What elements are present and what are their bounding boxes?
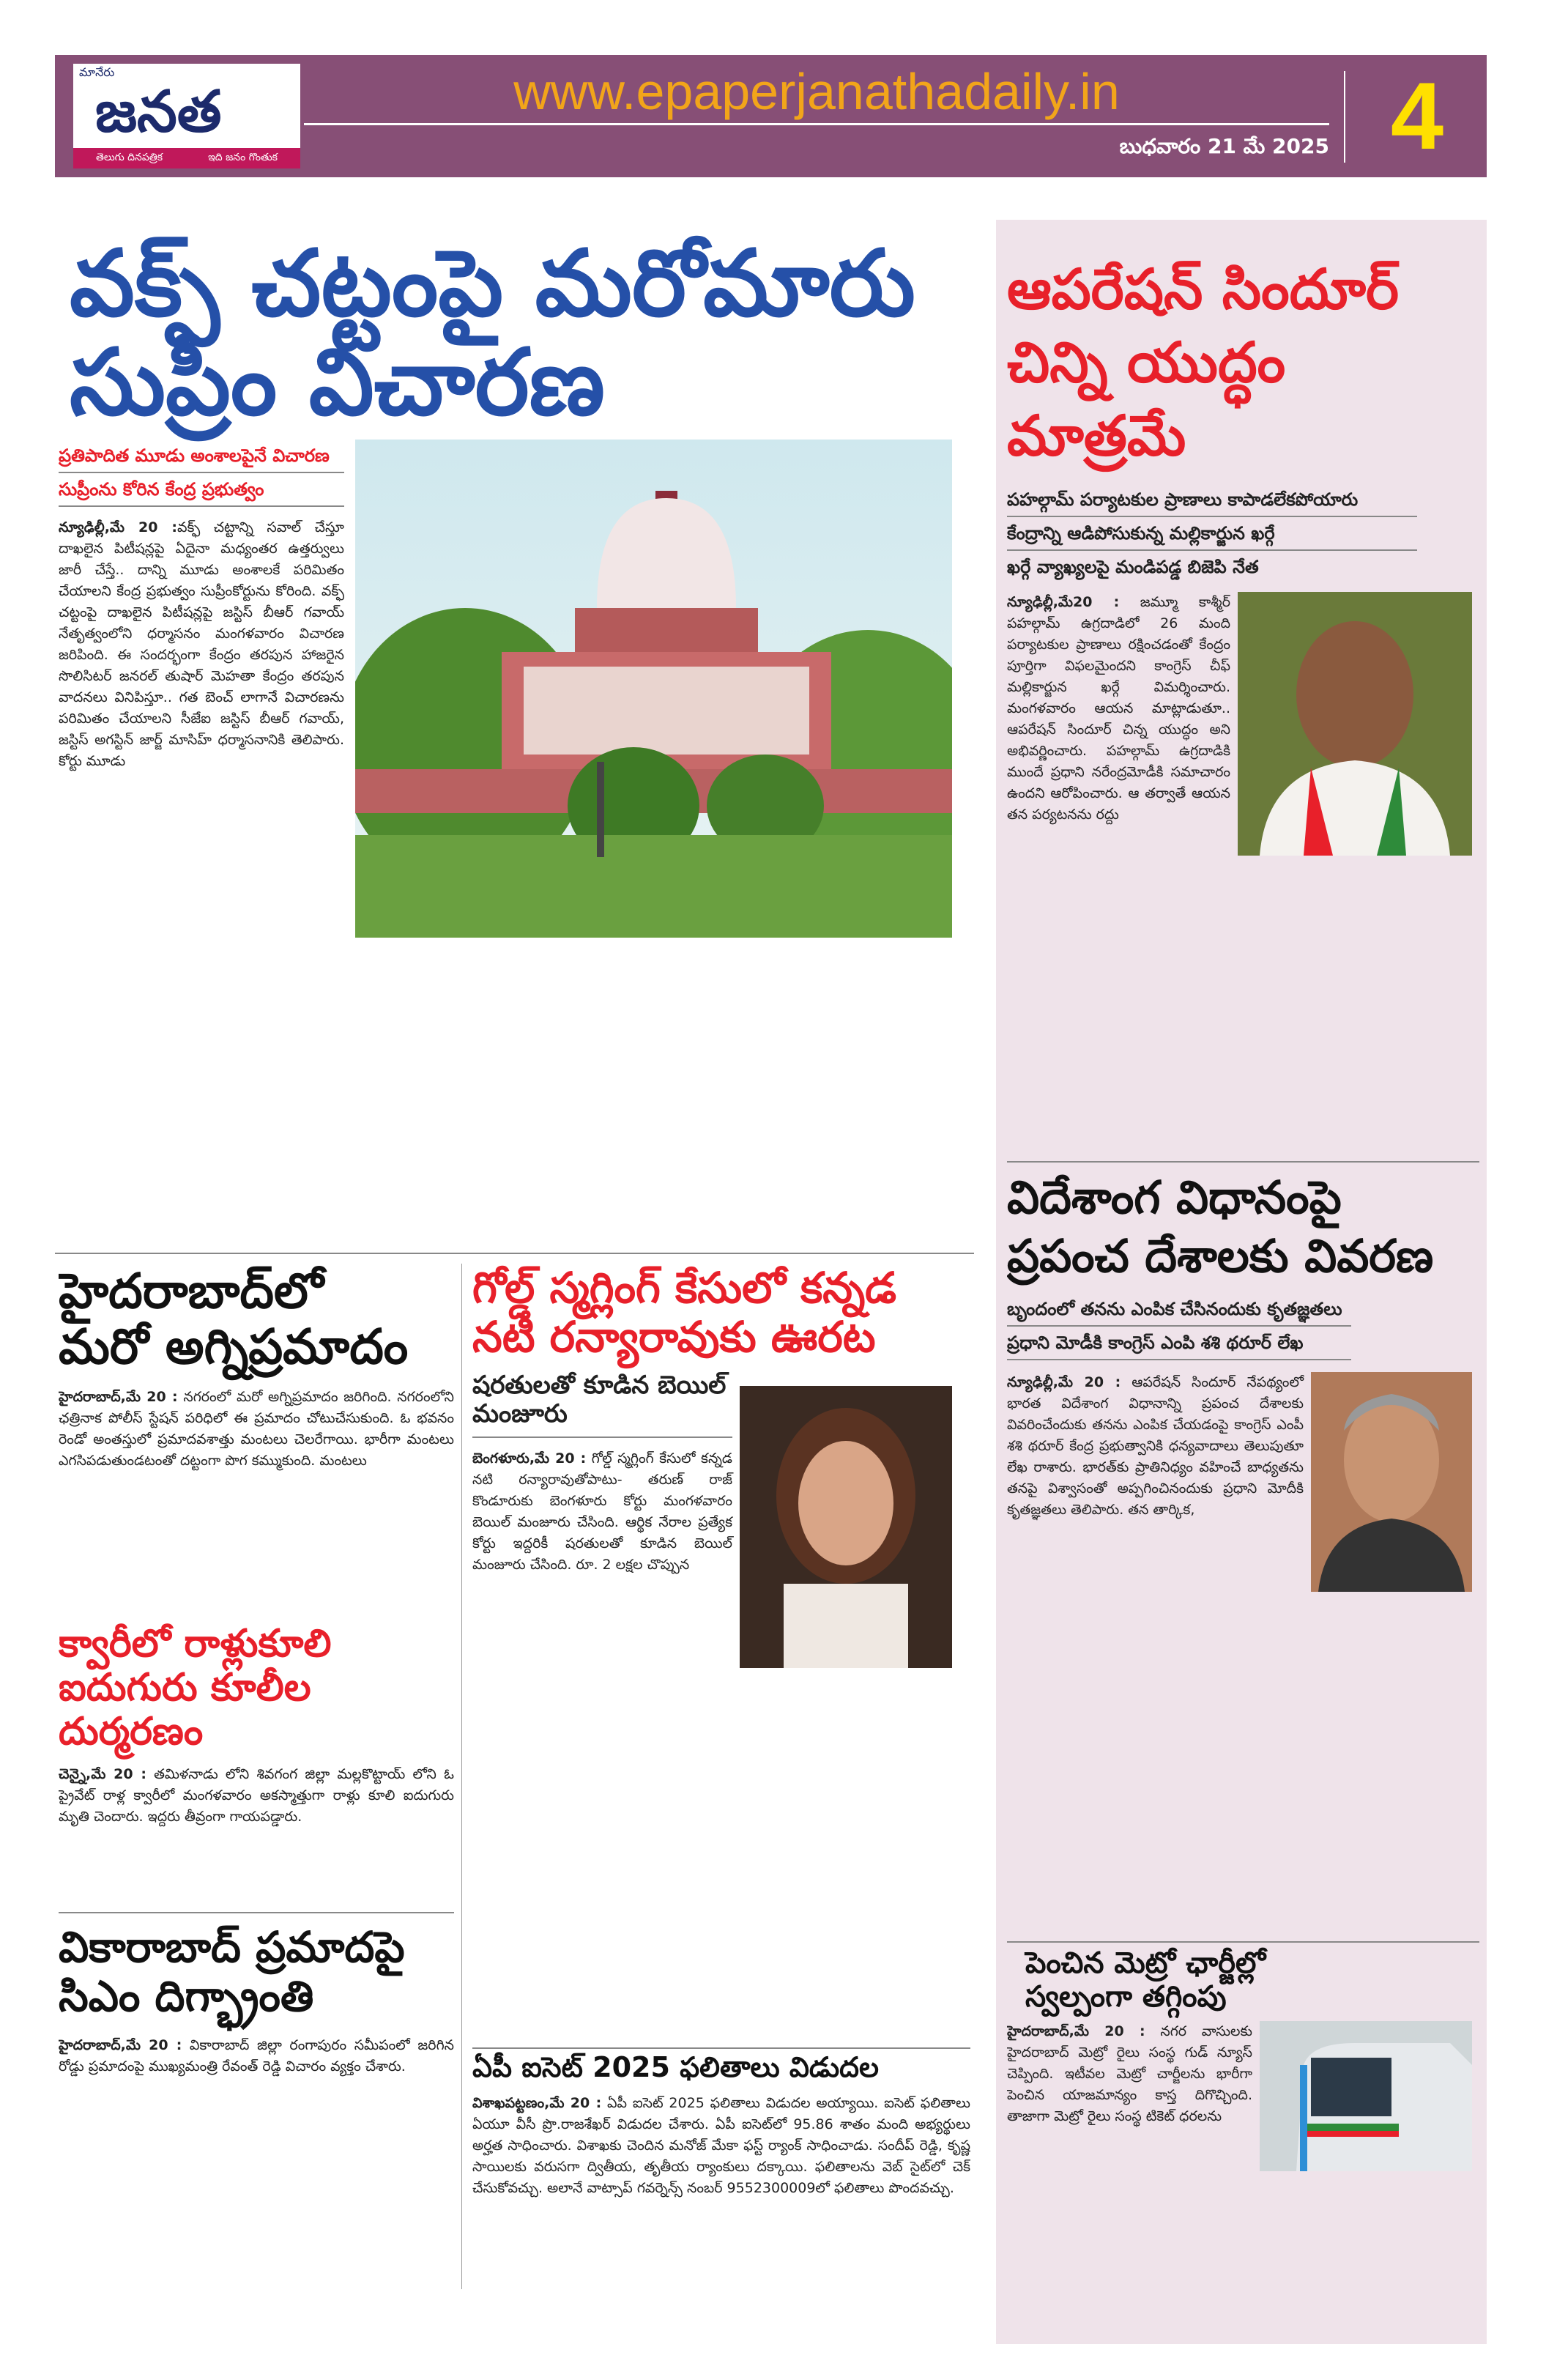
metro-train-image [1260,2021,1472,2171]
gold-body [472,1448,732,1576]
dateline: న్యూఢిల్లీ,మే20 : [1007,594,1120,610]
headline-line: గోల్డ్ స్మగ్లింగ్ కేసులో కన్నడ [472,1264,897,1313]
logo [73,64,300,168]
ecet-headline: ఏపీ ఐసెట్ 2025 ఫలితాలు విడుదల [472,2051,879,2083]
gold-story [472,1264,970,2047]
quarry-body [59,1764,454,1828]
supreme-court-image [355,440,952,938]
vikarabad-headline [59,1923,454,2020]
tharoor-image [1311,1372,1472,1592]
article-text: వక్ఫ్ చట్టాన్ని సవాల్ చేస్తూ దాఖలైన పిటీషన్లపై ఏదైనా మధ్యంతర ఉత్తర్వులు జారీ చేస్తే.. దాన్ని మూడు అంశాలకే పరిమితం చేయాలని కేంద్ర ప్రభుత్వం సుప్రీంకోర్టును కోరింది. వక్ఫ్ చట్టంపై దాఖలైన పిటీషన్లపై జస్టిస్ బీఆర్ గవాయ్ నేతృత్వంలోని ధర్మాసనం మంగళవారం విచారణ జరిపింది. ఈ సందర్భంగా కేంద్రం తరపున హాజరైన సొలిసిటర్ జనరల్ తుషార్ మెహతా కేంద్రం తరపున వాదనలు వినిపిస్తూ.. గత బెంచ్ లాగానే విచారణను పరిమితం చేయాలని సీజేఐ జస్టిస్ బీఆర్ గవాయ్, జస్టిస్ అగస్టిన్ జార్జ్ మాసిహ్ ధర్మాసనానికి తెలిపారు. కోర్టు మూడు [59,519,344,769]
dateline: హైదరాబాద్,మే 20 : [59,1388,178,1405]
quarry-headline [59,1623,454,1754]
kharge-photo [1238,592,1472,856]
subhead: కేంద్రాన్ని ఆడిపోసుకున్న మల్లికార్జున ఖర్గే [1007,517,1417,551]
headline-line: ఆపరేషన్ సిందూర్ [1007,256,1400,322]
logo-tagline [73,148,300,168]
article-text: నగరంలో మరో అగ్నిప్రమాదం జరిగింది. నగరంలోని ఛత్రినాక పోలీస్ స్టేషన్ పరిధిలో ఈ ప్రమాదం చోటుచేసుకుంది. ఓ భవనం రెండో అంతస్తులో ప్రమాదవశాత్తు మంటలు చెలరేగాయి. భారీగా మంటలు ఎగసిపడుతుండటంతో దట్టంగా పొగ కమ్ముకుంది. మంటలు [59,1388,454,1469]
article-text: గోల్డ్ స్మగ్లింగ్ కేసులో కన్నడ నటి రన్యారావుతోపాటు- తరుణ్ రాజ్ కొండూరుకు బెంగళూరు కోర్టు మంగళవారం బెయిల్ మంజూరు చేసింది. ఆర్థిక నేరాల ప్రత్యేక కోర్టు ఇద్దరికీ షరతులతో కూడిన బెయిల్ మంజూరు చేసింది. రూ. 2 లక్షల చొప్పున [472,1450,732,1573]
headline-line: ఐదుగురు కూలీల దుర్మరణం [59,1665,311,1754]
tag-right: ఇది జనం గొంతుక [208,151,278,163]
lead-body [59,517,344,772]
actress-photo [740,1386,952,1668]
dateline: విశాఖపట్టణం,మే 20 : [472,2094,602,2111]
divider [304,123,1329,125]
website-url[interactable]: www.epaperjanathadaily.in [513,63,1120,120]
article-text: ఏపీ ఐసెట్ 2025 ఫలితాలు విడుదల అయ్యాయి. ఐసెట్ ఫలితాలు ఏయూ వీసీ ప్రొ.రాజశేఖర్ విడుదల చేశారు. ఏపీ ఐసెట్‌లో 95.86 శాతం మంది అభ్యర్థులు అర్హత సాధించారు. విశాఖకు చెందిన మనోజ్ మేకా ఫస్ట్ ర్యాంక్ సాధించాడు. సందీప్ రెడ్డి, కృష్ణ సాయిలకు వరుసగా ద్వితీయ, తృతీయ ర్యాంకులు దక్కాయి. ఫలితాలను వెబ్ సైట్‌లో చెక్ చేసుకోవచ్చు. అలానే వాట్సాప్ గవర్నెన్స్ నంబర్ 9552300009లో ఫలితాలు పొందవచ్చు. [472,2094,970,2196]
headline-line: క్వారీలో రాళ్లుకూలి [59,1622,332,1666]
tharoor-headline [1007,1168,1479,1286]
subhead: పహల్గామ్ పర్యాటకుల ప్రాణాలు కాపాడలేకపోయారు [1007,483,1417,517]
metro-photo [1260,2021,1472,2171]
article-text: నగర వాసులకు హైదరాబాద్ మెట్రో రైలు సంస్థ గుడ్ న్యూస్ చెప్పింది. ఇటీవల మెట్రో చార్జీలను భారీగా పెంచిన యాజమాన్యం కాస్త దిగొచ్చింది. తాజాగా మెట్రో రైలు సంస్థ టికెట్ ధరలను [1007,2023,1252,2124]
issue-date: బుధవారం 21 మే 2025 [1119,134,1329,158]
divider [1007,1161,1479,1163]
gold-text-column [472,1371,732,1575]
article-text: వికారాబాద్ జిల్లా రంగాపురం సమీపంలో జరిగిన రోడ్డు ప్రమాదంపై ముఖ్యమంత్రి రేవంత్ రెడ్డి విచారం వ్యక్తం చేశారు. [59,2037,454,2075]
gold-headline [472,1264,970,1361]
article-text: తమిళనాడు లోని శివగంగ జిల్లా మల్లకొట్టాయ్ లోని ఓ ప్రైవేట్ రాళ్ల క్వారీలో మంగళవారం అకస్మాత్తుగా రాళ్లు కూలి ఐదుగురు మృతి చెందారు. ఇద్దరు తీవ్రంగా గాయపడ్డారు. [59,1766,454,1825]
metro-headline [1007,1946,1479,2014]
lead-subhead: ప్రతిపాదిత మూడు అంశాలపైనే విచారణ [59,440,344,473]
tharoor-body [1007,1372,1304,1521]
article-text: జమ్మూ కాశ్మీర్ పహల్గామ్ ఉగ్రదాడిలో 26 మంది పర్యాటకుల ప్రాణాలు రక్షించడంతో కేంద్రం పూర్తిగా విఫలమైందని కాంగ్రెస్ చీఫ్ మల్లికార్జున ఖర్గే విమర్శించారు. మంగళవారం ఆయన మాట్లాడుతూ.. ఆపరేషన్ సిందూర్ చిన్న యుద్ధం అని అభివర్ణించారు. పహల్గామ్ ఉగ్రదాడికి ముందే ప్రధాని నరేంద్రమోడీకి సమాచారం ఉందని ఆరోపించారు. ఆ తర్వాతే ఆయన తన పర్యటనను రద్దు [1007,594,1230,823]
vikarabad-story [59,1923,454,2077]
headline-line: సిఎం దిగ్భ్రాంతి [59,1971,314,2021]
divider [1344,71,1345,163]
divider [55,1253,974,1254]
ecet-body [472,2093,970,2199]
middle-column [472,1264,970,2348]
headline-line: వికారాబాద్ ప్రమాదపై [59,1922,405,1972]
lead-subhead: సుప్రీంను కోరిన కేంద్ర ప్రభుత్వం [59,473,344,507]
quarry-story [59,1623,454,1912]
lead-story [59,234,970,1253]
sidebar-content [1007,253,1479,2340]
logo-text: జనత [95,79,222,145]
headline-line: మరో అగ్నిప్రమాదం [59,1318,409,1375]
subhead: ప్రధాని మోడీకి కాంగ్రెస్ ఎంపి శశి థరూర్ లేఖ [1007,1327,1351,1360]
tharoor-photo [1311,1372,1472,1592]
subhead: బృందంలో తనను ఎంపిక చేసినందుకు కృతజ్ఞతలు [1007,1293,1351,1327]
sindoor-story [1007,253,1479,1161]
kharge-image [1238,592,1472,856]
column-rule [461,1264,462,2289]
dateline: బెంగళూరు,మే 20 : [472,1450,587,1467]
tharoor-subheads [1007,1293,1351,1360]
headline-line: నటి రన్యారావుకు ఊరట [472,1311,876,1362]
dateline: హైదరాబాద్,మే 20 : [59,2037,182,2054]
sindoor-body [1007,592,1230,826]
supreme-court-photo [355,440,952,938]
lead-headline [59,234,970,436]
article-text: ఆపరేషన్ సిందూర్ నేపథ్యంలో భారత విదేశాంగ విధానాన్ని ప్రపంచ దేశాలకు వివరించేందుకు తనను ఎంపిక చేయడంపై కాంగ్రెస్ ఎంపీ శశి థరూర్ కేంద్ర ప్రభుత్వానికి ధన్యవాదాలు తెలుపుతూ లేఖ రాశారు. భారత్‌కు ప్రాతినిధ్యం వహించే బాధ్యతను తనపై విశ్వాసంతో అప్పగించినందుకు ప్రధాని మోదీకి కృతజ్ఞతలు తెలిపారు. తన తార్కిక, [1007,1374,1304,1518]
dateline: హైదరాబాద్,మే 20 : [1007,2023,1145,2039]
lead-headline-line1: వక్ఫ్ చట్టంపై మరోమారు [70,234,915,337]
ecet-story [472,2049,970,2199]
fire-headline [59,1264,454,1375]
dateline: న్యూఢిల్లీ,మే 20 : [59,519,178,535]
lead-text-column [59,440,344,772]
headline-line: చిన్ని యుద్ధం మాత్రమే [1007,330,1286,468]
subhead: ఖర్గే వ్యాఖ్యలపై మండిపడ్డ బిజెపి నేత [1007,557,1259,577]
dateline: చెన్నై,మే 20 : [59,1766,146,1783]
fire-story [59,1264,454,1623]
tag-left: తెలుగు దినపత్రిక [96,151,163,163]
left-column [59,1264,454,2348]
vikarabad-body [59,2035,454,2077]
headline-line: పెంచిన మెట్రో ఛార్జీల్లో [1025,1946,1266,1980]
actress-image [740,1386,952,1668]
divider [59,1912,454,1913]
metro-story [1007,1946,1479,2171]
fire-body [59,1387,454,1472]
dateline: న్యూఢిల్లీ,మే 20 : [1007,1374,1121,1390]
divider [1007,1941,1479,1943]
gold-subhead: షరతులతో కూడిన బెయిల్ మంజూరు [472,1371,732,1437]
sindoor-headline [1007,253,1479,472]
masthead [55,55,1487,177]
lead-headline-line2: సుప్రీం విచారణ [70,330,605,436]
headline-line: స్వల్పంగా తగ్గింపు [1025,1980,1227,2014]
headline-line: విదేశాంగ విధానంపై [1007,1171,1342,1224]
headline-line: ప్రపంచ దేశాలకు వివరణ [1007,1229,1434,1283]
logo-small: మానేరు [79,65,115,79]
page-number: 4 [1390,62,1444,169]
tharoor-story [1007,1168,1479,1941]
headline-line: హైదరాబాద్‌లో [59,1264,324,1319]
sindoor-subheads [1007,483,1417,583]
metro-body [1007,2021,1252,2127]
